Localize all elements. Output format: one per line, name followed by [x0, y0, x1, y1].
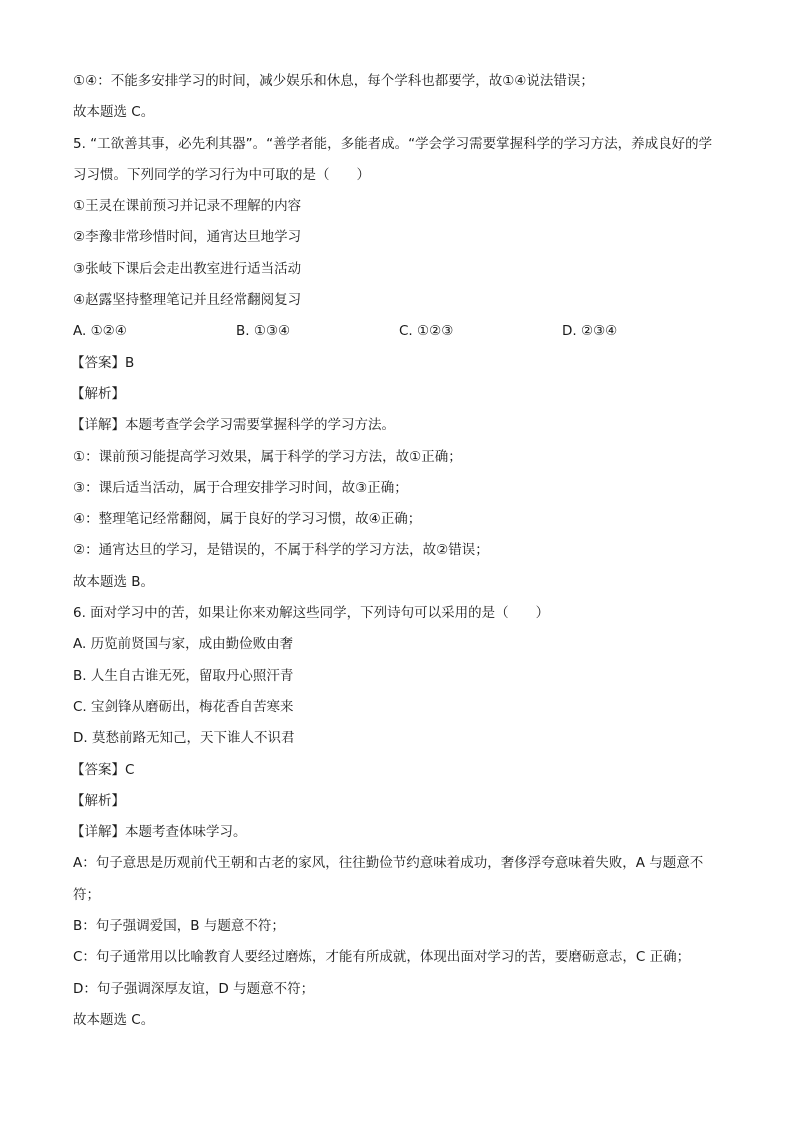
- question-5-analysis-label: 【解析】: [71, 385, 125, 402]
- question-5-explanation-3: ④：整理笔记经常翻阅，属于良好的学习习惯，故④正确；: [73, 511, 422, 528]
- question-5-item-2: ②李豫非常珍惜时间，通宵达旦地学习: [73, 229, 302, 246]
- intro-line-1: ①④：不能多安排学习的时间，减少娱乐和休息，每个学科也都要学，故①④说法错误；: [73, 73, 594, 89]
- question-5-explanation-1: ①：课前预习能提高学习效果，属于科学的学习方法，故①正确；: [73, 448, 462, 465]
- question-6-detail: 【详解】本题考查体味学习。: [71, 824, 247, 841]
- question-5-explanation-2: ③：课后适当活动，属于合理安排学习时间，故③正确；: [73, 479, 408, 496]
- question-6-option-d: D. 莫愁前路无知己，天下谁人不识君: [73, 730, 295, 747]
- question-6-analysis-label: 【解析】: [71, 792, 125, 809]
- question-5-conclusion: 故本题选 B。: [73, 573, 155, 590]
- question-5-item-1: ①王灵在课前预习并记录不理解的内容: [73, 198, 302, 215]
- question-6-stem: 6. 面对学习中的苦，如果让你来劝解这些同学，下列诗句可以采用的是（ ）: [73, 605, 550, 622]
- intro-line-2: 故本题选 C。: [73, 104, 155, 121]
- question-6-option-c: C. 宝剑锋从磨砺出，梅花香自苦寒来: [73, 698, 294, 715]
- question-5-item-4: ④赵露坚持整理笔记并且经常翻阅复习: [73, 292, 302, 309]
- question-6-explanation-c: C：句子通常用以比喻教育人要经过磨炼，才能有所成就，体现出面对学习的苦，要磨砺意志，C 正确；: [73, 949, 691, 966]
- question-6-option-b: B. 人生自古谁无死，留取丹心照汗青: [73, 667, 294, 684]
- question-6-explanation-a: A：句子意思是历观前代王朝和古老的家风，往往勤俭节约意味着成功，奢侈浮夸意味着失败，A 与题意不符；: [73, 855, 704, 903]
- question-5-detail: 【详解】本题考查学会学习需要掌握科学的学习方法。: [71, 417, 395, 434]
- question-5-options: [73, 316, 725, 347]
- question-5-option-a: A. ①②④: [73, 323, 127, 340]
- question-6-explanation-d: D：句子强调深厚友谊，D 与题意不符；: [73, 980, 315, 997]
- question-5-explanation-4: ②：通宵达旦的学习，是错误的，不属于科学的学习方法，故②错误；: [73, 542, 489, 559]
- question-6-answer: 【答案】C: [71, 761, 135, 778]
- question-5-item-3: ③张岐下课后会走出教室进行适当活动: [73, 260, 302, 277]
- question-5-stem: 5. “工欲善其事，必先利其器”。“善学者能，多能者成。“学会学习需要掌握科学的学习方法，养成良好的学习习惯。下列同学的学习行为中可取的是（ ）: [73, 135, 713, 183]
- question-5-option-b: B. ①③④: [236, 323, 291, 340]
- question-5-option-d: D. ②③④: [562, 323, 618, 340]
- document-page: [73, 66, 725, 1036]
- question-6-option-a: A. 历览前贤国与家，成由勤俭败由奢: [73, 636, 294, 653]
- question-6-conclusion: 故本题选 C。: [73, 1011, 155, 1028]
- question-6-explanation-b: B：句子强调爱国，B 与题意不符；: [73, 918, 285, 935]
- question-5-option-c: C. ①②③: [399, 323, 454, 340]
- question-5-answer: 【答案】B: [71, 354, 135, 371]
